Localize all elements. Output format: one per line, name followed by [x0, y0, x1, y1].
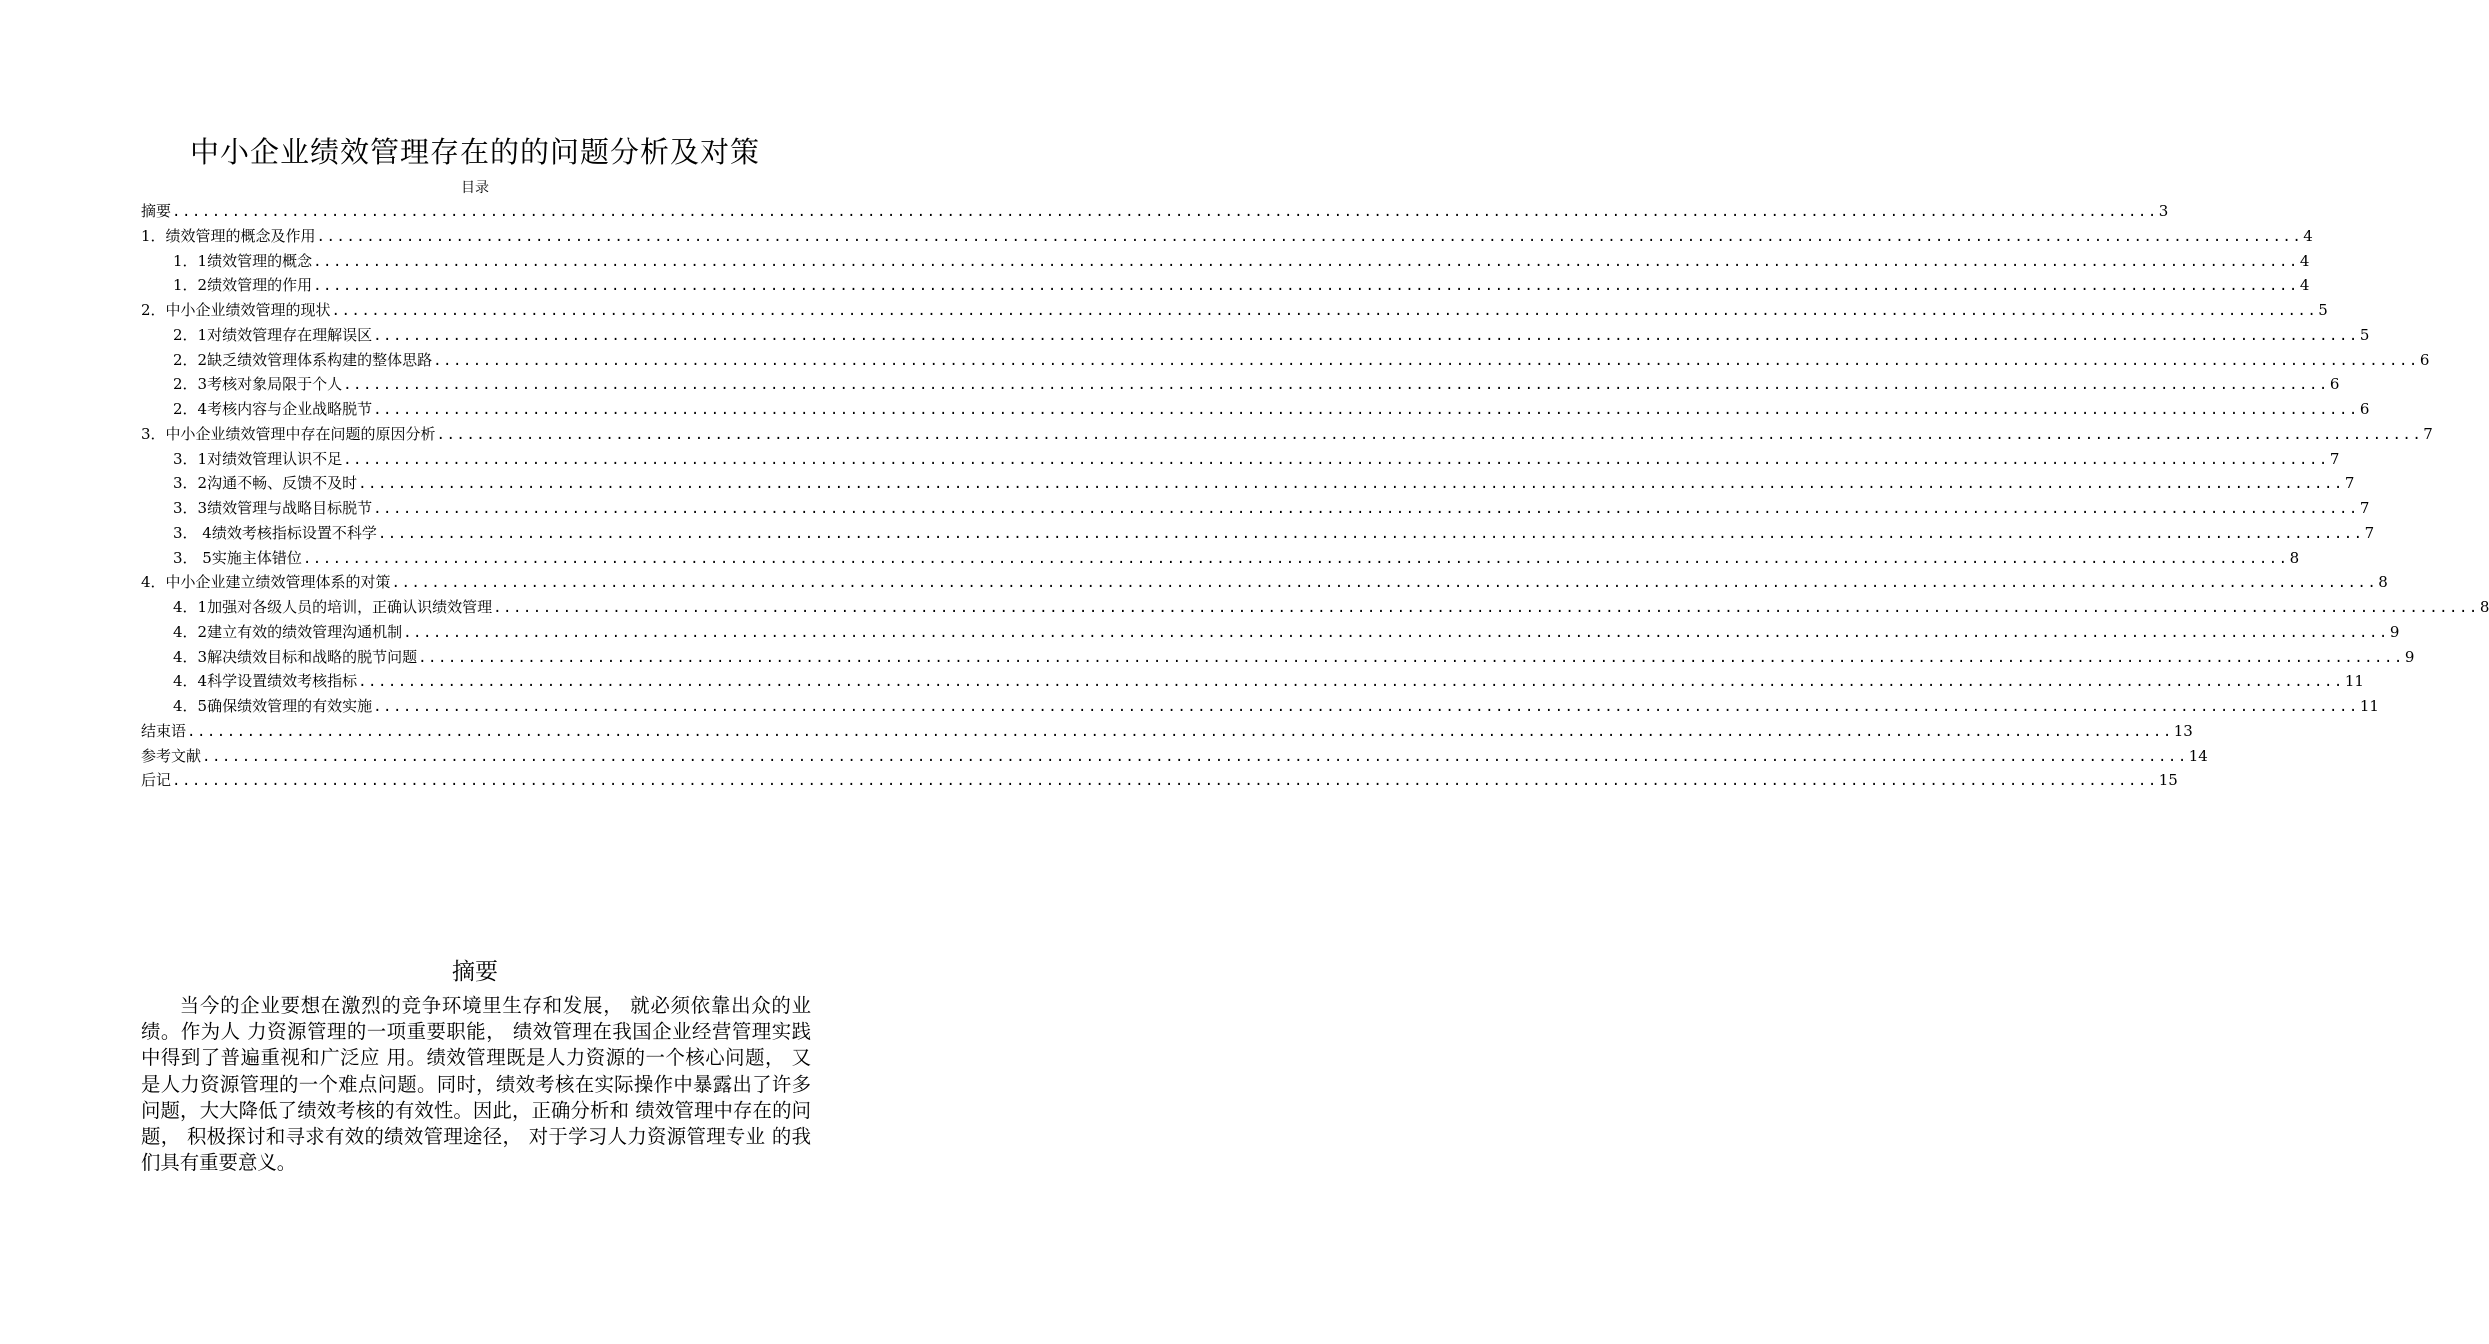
- toc-dot-leader: ........................................................................................................................................................................................................: [373, 327, 2359, 344]
- toc-entry-label: 3．3绩效管理与战略目标脱节: [173, 499, 373, 517]
- toc-entry[interactable]: [141, 669, 2364, 694]
- toc-dot-leader: ........................................................................................................................................................................................................: [436, 426, 2423, 443]
- toc-entry-page: 11: [2344, 672, 2364, 691]
- toc-entry-label: 3．2沟通不畅、反馈不及时: [173, 474, 358, 493]
- toc-entry[interactable]: [141, 397, 2370, 422]
- toc-entry-page: 8: [2479, 598, 2489, 616]
- toc-entry-label: 摘要: [141, 202, 172, 220]
- toc-dot-leader: ........................................................................................................................................................................................................: [493, 600, 2479, 616]
- toc-entry-label: 参考文献: [141, 746, 202, 765]
- toc-entry[interactable]: [141, 496, 2370, 521]
- toc-dot-leader: ........................................................................................................................................................................................................: [418, 649, 2404, 666]
- toc-entry-label: 后记: [141, 771, 172, 790]
- document-title: 中小企业绩效管理存在的的问题分析及对策: [189, 135, 760, 169]
- toc-dot-leader: ........................................................................................................................................................................................................: [172, 773, 2158, 790]
- toc-dot-leader: ........................................................................................................................................................................................................: [358, 674, 2344, 691]
- toc-entry[interactable]: [141, 546, 2300, 571]
- toc-entry-label: 1．1绩效管理的概念: [173, 251, 313, 270]
- toc-entry-page: 6: [2359, 400, 2370, 418]
- toc-dot-leader: ........................................................................................................................................................................................................: [373, 699, 2359, 715]
- toc-entry[interactable]: [141, 768, 2178, 793]
- toc-dot-leader: ........................................................................................................................................................................................................: [403, 624, 2389, 641]
- toc-entry-label: 1．2绩效管理的作用: [173, 276, 313, 295]
- toc-entry[interactable]: [141, 323, 2370, 348]
- toc-entry-label: 2．3考核对象局限于个人: [173, 375, 343, 394]
- toc-dot-leader: ........................................................................................................................................................................................................: [187, 723, 2173, 740]
- toc-dot-leader: ........................................................................................................................................................................................................: [172, 204, 2158, 220]
- toc-entry[interactable]: [141, 521, 2375, 546]
- toc-entry[interactable]: [141, 372, 2340, 397]
- toc-entry[interactable]: [141, 719, 2193, 744]
- toc-dot-leader: ........................................................................................................................................................................................................: [433, 352, 2419, 369]
- toc-dot-leader: ........................................................................................................................................................................................................: [373, 501, 2359, 517]
- toc-entry-label: 2．2缺乏绩效管理体系构建的整体思路: [173, 350, 433, 369]
- toc-entry-page: 11: [2359, 697, 2379, 715]
- toc-entry[interactable]: [141, 422, 2433, 447]
- toc-entry-label: 2．4考核内容与企业战略脱节: [173, 400, 373, 418]
- toc-entry-page: 9: [2404, 647, 2415, 666]
- toc-dot-leader: ........................................................................................................................................................................................................: [373, 402, 2359, 418]
- toc-entry-page: 5: [2318, 301, 2328, 319]
- toc-entry-page: 15: [2158, 771, 2178, 790]
- toc-entry-page: 7: [2364, 523, 2375, 542]
- toc-entry-page: 5: [2359, 325, 2370, 344]
- toc-entry-label: 3． 4绩效考核指标设置不科学: [173, 523, 377, 542]
- table-of-contents: [141, 199, 2489, 793]
- toc-entry[interactable]: [141, 273, 2310, 298]
- toc-entry[interactable]: [141, 348, 2430, 373]
- toc-entry[interactable]: [141, 224, 2313, 249]
- toc-entry-page: 4: [2299, 251, 2310, 270]
- toc-dot-leader: ........................................................................................................................................................................................................: [316, 228, 2303, 245]
- toc-dot-leader: ........................................................................................................................................................................................................: [358, 476, 2344, 493]
- toc-dot-leader: ........................................................................................................................................................................................................: [377, 525, 2364, 542]
- toc-entry-label: 4．1加强对各级人员的培训，正确认识绩效管理: [173, 598, 493, 616]
- toc-entry[interactable]: [141, 595, 2489, 620]
- toc-dot-leader: ........................................................................................................................................................................................................: [331, 303, 2318, 319]
- toc-dot-leader: ........................................................................................................................................................................................................: [343, 451, 2329, 468]
- toc-entry[interactable]: [141, 620, 2400, 645]
- toc-entry-label: 3． 5实施主体错位: [173, 548, 302, 567]
- toc-dot-leader: ........................................................................................................................................................................................................: [302, 550, 2289, 567]
- toc-entry-page: 9: [2389, 622, 2400, 641]
- toc-entry-page: 14: [2188, 746, 2208, 765]
- toc-dot-leader: ........................................................................................................................................................................................................: [343, 377, 2329, 394]
- toc-entry[interactable]: [141, 694, 2379, 719]
- toc-dot-leader: ........................................................................................................................................................................................................: [202, 748, 2188, 765]
- toc-entry-label: 3．1对绩效管理认识不足: [173, 449, 343, 468]
- toc-entry-label: 2．中小企业绩效管理的现状: [141, 301, 331, 319]
- toc-entry-page: 4: [2299, 276, 2310, 295]
- toc-entry[interactable]: [141, 645, 2415, 670]
- toc-entry-page: 6: [2329, 375, 2340, 394]
- toc-entry-label: 4．中小企业建立绩效管理体系的对策: [141, 573, 391, 592]
- toc-entry-page: 3: [2158, 202, 2169, 220]
- abstract-body: 当今的企业要想在激烈的竞争环境里生存和发展， 就必须依靠出众的业绩。作为人 力资源管理的一项重要职能， 绩效管理在我国企业经营管理实践中得到了普遍重视和广泛应 用。绩效管理既是人力资源的一个核心问题， 又是人力资源管理的一个难点问题。同时，绩效考核在实际操作中暴露出了许多问题，大大降低了绩效考核的有效性。因此，正确分析和 绩效管理中存在的问题， 积极探讨和寻求有效的绩效管理途径， 对于学习人力资源管理专业 的我们具有重要意义。: [141, 994, 811, 1175]
- toc-entry-page: 7: [2359, 499, 2370, 517]
- toc-dot-leader: ........................................................................................................................................................................................................: [313, 278, 2299, 295]
- toc-entry[interactable]: [141, 744, 2208, 769]
- toc-heading: 目录: [461, 180, 489, 196]
- toc-entry[interactable]: [141, 447, 2340, 472]
- toc-entry-page: 8: [2378, 573, 2388, 592]
- toc-entry-page: 7: [2344, 474, 2355, 493]
- toc-entry-label: 2．1对绩效管理存在理解误区: [173, 325, 373, 344]
- toc-dot-leader: ........................................................................................................................................................................................................: [391, 575, 2378, 592]
- toc-dot-leader: ........................................................................................................................................................................................................: [313, 253, 2299, 270]
- toc-entry[interactable]: [141, 199, 2169, 224]
- toc-entry-page: 8: [2289, 548, 2300, 567]
- toc-entry-label: 结束语: [141, 721, 187, 740]
- toc-entry-label: 4．2建立有效的绩效管理沟通机制: [173, 622, 403, 641]
- toc-entry[interactable]: [141, 249, 2310, 274]
- toc-entry[interactable]: [141, 471, 2355, 496]
- toc-entry-page: 13: [2173, 721, 2193, 740]
- toc-entry-label: 4．5确保绩效管理的有效实施: [173, 697, 373, 715]
- toc-entry-page: 7: [2329, 449, 2340, 468]
- toc-entry[interactable]: [141, 298, 2328, 323]
- toc-entry-label: 1．绩效管理的概念及作用: [141, 226, 316, 245]
- abstract-title: 摘要: [452, 959, 498, 985]
- toc-entry-page: 4: [2303, 226, 2313, 245]
- toc-entry-label: 3．中小企业绩效管理中存在问题的原因分析: [141, 424, 436, 443]
- toc-entry-label: 4．3解决绩效目标和战略的脱节问题: [173, 647, 418, 666]
- toc-entry-page: 6: [2419, 350, 2430, 369]
- toc-entry-page: 7: [2423, 424, 2433, 443]
- toc-entry[interactable]: [141, 570, 2388, 595]
- toc-entry-label: 4．4科学设置绩效考核指标: [173, 672, 358, 691]
